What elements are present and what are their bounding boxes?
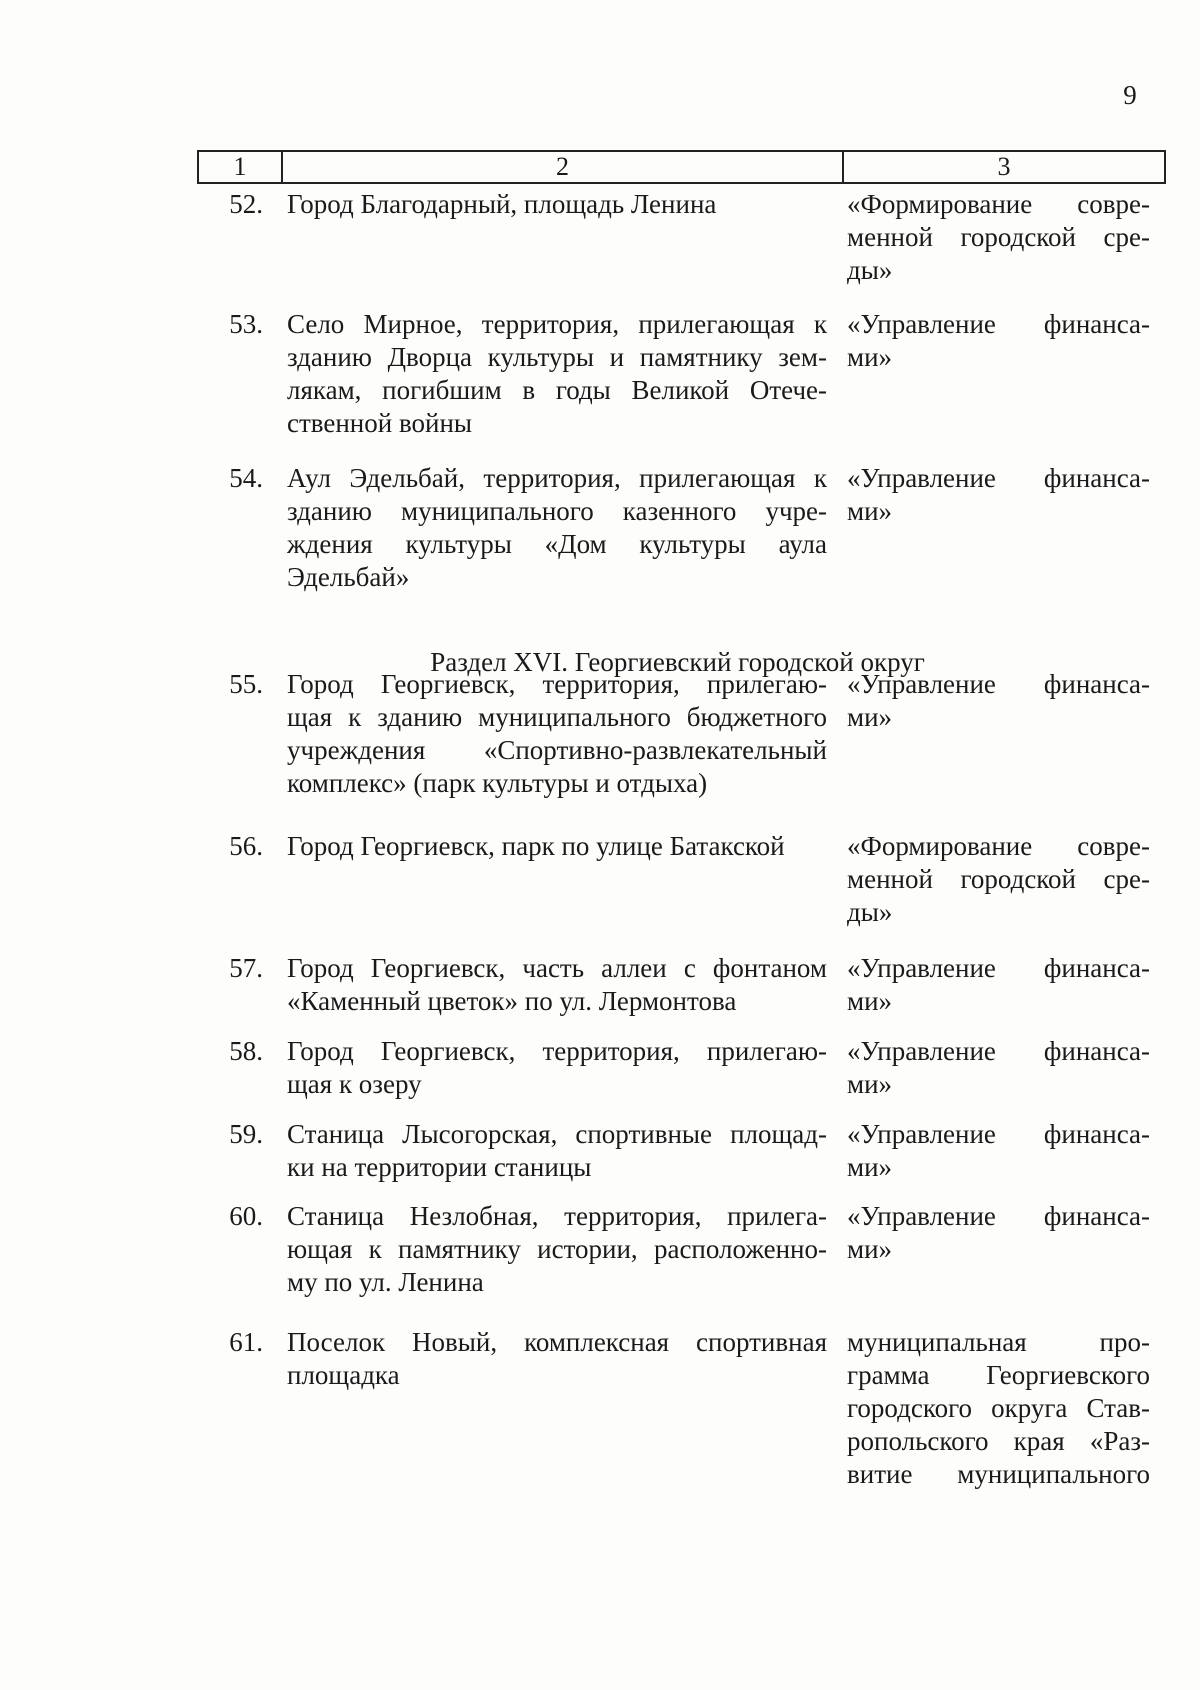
- location-line: Город Георгиевск, часть аллеи с фонтаном: [287, 953, 827, 983]
- row-number: 54.: [229, 463, 263, 493]
- page-number: 9: [1123, 80, 1137, 110]
- row-program: [847, 462, 1150, 528]
- program-line: городского округа Став-: [847, 1393, 1150, 1423]
- row-number: 58.: [229, 1036, 263, 1066]
- program-line: витие муниципального: [847, 1459, 1150, 1489]
- program-line: ми»: [847, 1069, 893, 1099]
- program-line: «Формирование совре-: [847, 831, 1150, 861]
- row-program: [847, 1118, 1150, 1184]
- location-line: Станица Лысогорская, спортивные площад-: [287, 1119, 827, 1149]
- table-header: [197, 150, 1166, 184]
- location-line: комплекс» (парк культуры и отдыха): [287, 768, 708, 798]
- location-line: щая к озеру: [287, 1069, 422, 1099]
- row-number: 59.: [229, 1119, 263, 1149]
- row-location: [287, 1200, 827, 1299]
- program-line: «Управление финанса-: [847, 953, 1150, 983]
- location-line: площадка: [287, 1360, 400, 1390]
- program-line: ропольского края «Раз-: [847, 1426, 1150, 1456]
- row-program: [847, 830, 1150, 929]
- row-number: 52.: [229, 189, 263, 219]
- header-col-2: 2: [282, 151, 843, 183]
- location-line: «Каменный цветок» по ул. Лермонтова: [287, 986, 737, 1016]
- row-program: [847, 1326, 1150, 1491]
- row-program: [847, 308, 1150, 374]
- location-line: Город Благодарный, площадь Ленина: [287, 189, 717, 219]
- program-line: ми»: [847, 342, 893, 372]
- program-line: ми»: [847, 1234, 893, 1264]
- row-location: [287, 462, 827, 594]
- program-line: «Управление финанса-: [847, 1036, 1150, 1066]
- program-line: ды»: [847, 255, 893, 285]
- location-line: Город Георгиевск, территория, прилегаю-: [287, 1036, 827, 1066]
- location-line: Станица Незлобная, территория, прилега-: [287, 1201, 827, 1231]
- program-line: муниципальная про-: [847, 1327, 1150, 1357]
- row-program: [847, 952, 1150, 1018]
- location-line: Город Георгиевск, территория, прилегаю-: [287, 669, 827, 699]
- header-col-1: 1: [198, 151, 282, 183]
- location-line: ственной войны: [287, 408, 473, 438]
- row-number: 57.: [229, 953, 263, 983]
- program-line: «Формирование совре-: [847, 189, 1150, 219]
- program-line: «Управление финанса-: [847, 669, 1150, 699]
- row-program: [847, 1200, 1150, 1266]
- program-line: «Управление финанса-: [847, 309, 1150, 339]
- location-line: зданию Дворца культуры и памятнику зем-: [287, 342, 827, 372]
- location-line: ки на территории станицы: [287, 1152, 592, 1182]
- row-location: [287, 668, 827, 800]
- row-location: [287, 1326, 827, 1392]
- program-line: ми»: [847, 496, 893, 526]
- program-line: ми»: [847, 702, 893, 732]
- row-location: [287, 188, 827, 221]
- program-line: «Управление финанса-: [847, 1201, 1150, 1231]
- row-location: [287, 830, 827, 863]
- row-number: 61.: [229, 1327, 263, 1357]
- row-location: [287, 308, 827, 440]
- location-line: му по ул. Ленина: [287, 1267, 484, 1297]
- program-line: «Управление финанса-: [847, 1119, 1150, 1149]
- program-line: ми»: [847, 1152, 893, 1182]
- program-line: менной городской сре-: [847, 864, 1150, 894]
- location-line: Поселок Новый, комплексная спортивная: [287, 1327, 827, 1357]
- row-number: 55.: [229, 669, 263, 699]
- program-line: «Управление финанса-: [847, 463, 1150, 493]
- row-number: 56.: [229, 831, 263, 861]
- row-number: 53.: [229, 309, 263, 339]
- row-program: [847, 188, 1150, 287]
- row-location: [287, 952, 827, 1018]
- row-location: [287, 1035, 827, 1101]
- location-line: Эдельбай»: [287, 562, 410, 592]
- row-program: [847, 668, 1150, 734]
- program-line: грамма Георгиевского: [847, 1360, 1150, 1390]
- program-line: ды»: [847, 897, 893, 927]
- program-line: менной городской сре-: [847, 222, 1150, 252]
- header-col-3: 3: [843, 151, 1165, 183]
- location-line: ждения культуры «Дом культуры аула: [287, 529, 827, 559]
- row-number: 60.: [229, 1201, 263, 1231]
- location-line: Город Георгиевск, парк по улице Батакской: [287, 831, 785, 861]
- row-program: [847, 1035, 1150, 1101]
- location-line: ющая к памятнику истории, расположенно-: [287, 1234, 827, 1264]
- location-line: Село Мирное, территория, прилегающая к: [287, 309, 827, 339]
- section-title: Раздел XVI. Георгиевский городской округ: [430, 647, 925, 677]
- location-line: учреждения «Спортивно-развлекательный: [287, 735, 827, 765]
- location-line: Аул Эдельбай, территория, прилегающая к: [287, 463, 827, 493]
- location-line: лякам, погибшим в годы Великой Отече-: [287, 375, 827, 405]
- program-line: ми»: [847, 986, 893, 1016]
- row-location: [287, 1118, 827, 1184]
- location-line: щая к зданию муниципального бюджетного: [287, 702, 827, 732]
- location-line: зданию муниципального казенного учре-: [287, 496, 827, 526]
